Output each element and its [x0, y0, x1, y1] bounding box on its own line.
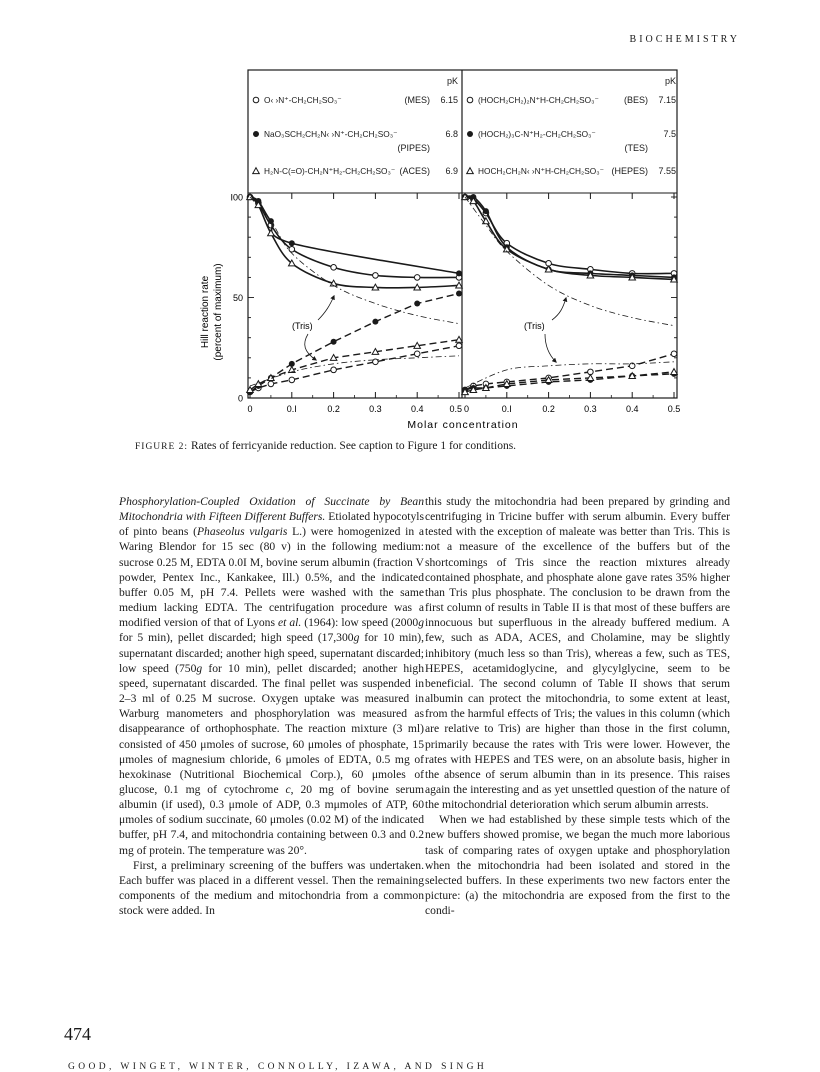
- legend-left: [253, 76, 458, 176]
- paragraph: [425, 494, 730, 812]
- series-line-mes-dashed: [250, 346, 459, 392]
- open-circle-marker: [373, 273, 379, 279]
- text-run: , 20 mg of bovine serum albumin (if used), 0.3 μmole of ADP, 0.3 mμmoles of ATP, 60 μmoles of sodium succinate, 60 μmoles (0.02 M) of the indicated buffer, pH 7.4, and mitochondria containing between 0.3 and 0.2 mg of protein. The temperature was 20°.: [119, 782, 424, 857]
- buffer-pk: 7.55: [658, 166, 676, 176]
- caption-text: Rates of ferricyanide reduction. See caption to Figure 1 for conditions.: [188, 440, 517, 452]
- series-line-bes-dashed: [465, 354, 674, 390]
- open-circle-marker: [331, 367, 337, 373]
- open-triangle-marker: [253, 168, 260, 174]
- caption-label: FIGURE 2:: [135, 442, 189, 452]
- buffer-formula: H₂N-C(=O)-CH₂N⁺H₂-CH₂CH₂SO₃⁻: [264, 166, 396, 176]
- text-run: for 10 min), supernatant discarded; another high speed, supernatant discarded; low speed (750: [119, 631, 424, 675]
- open-circle-marker: [467, 97, 473, 103]
- buffer-pk: 6.9: [445, 166, 458, 176]
- y-tick-label: 50: [232, 293, 243, 303]
- text-run: for 10 min), pellet discarded; another high speed, supernatant discarded. The final pellet was suspended in 2–3 ml of 0.25 M sucrose. Oxygen uptake was measured in Warburg manometers and phosphorylation was measured as disappearance of orthophosphate. The reaction mixture (3 ml) consisted of 450 μmoles of sucrose, 60 μmoles of phosphate, 15 μmoles of magnesium chloride, 6 μmoles of EDTA, 0.5 mg of hexokinase (Nutritional Biochemical Corp.), 60 μmoles of glucose, 0.1 mg of cytochrome: [119, 661, 424, 796]
- filled-circle-marker: [483, 208, 489, 214]
- filled-circle-marker: [456, 290, 462, 296]
- open-triangle-marker: [268, 230, 275, 236]
- x-axis-title: Molar concentration: [407, 419, 519, 431]
- y-tick-label: I00: [230, 192, 243, 203]
- italic-run: g: [418, 616, 424, 630]
- filled-circle-marker: [289, 240, 295, 246]
- open-circle-marker: [414, 275, 420, 281]
- buffer-formula: NaO₃SCH₂CH₂N‹ ›N⁺-CH₂CH₂SO₃⁻: [264, 129, 398, 139]
- text-run: First, a preliminary screening of the buffers was undertaken. Each buffer was placed in a different vessel. Then the remaining components of the medium and mitochondria from a common stock were added. In: [119, 858, 424, 918]
- buffer-formula: (HOCH₂)₃C-N⁺H₂-CH₂CH₂SO₃⁻: [478, 129, 596, 139]
- buffer-name: (ACES): [399, 166, 430, 176]
- filled-circle-marker: [456, 270, 462, 276]
- buffer-formula: (HOCH₂CH₂)₂N⁺H-CH₂CH₂SO₃⁻: [478, 95, 599, 105]
- series-line-pipes-solid: [250, 197, 459, 273]
- italic-run: g: [196, 661, 203, 675]
- body-column-right: [425, 494, 730, 918]
- tris-label-right: (Tris): [524, 321, 545, 331]
- buffer-formula: O‹ ›N⁺-CH₂CH₂SO₃⁻: [264, 95, 342, 105]
- series-line-tris-dash-dot: [465, 197, 674, 326]
- open-circle-marker: [268, 381, 274, 387]
- text-run: Etiolated hypocotyls of pinto beans (: [119, 510, 425, 539]
- series-line-hepes-dashed: [465, 372, 674, 392]
- tris-pointer-up-right: [552, 298, 566, 320]
- filled-circle-marker: [372, 319, 378, 325]
- buffer-name: (MES): [404, 95, 430, 105]
- text-run: (1964): low speed (2000: [301, 616, 419, 630]
- y-tick-label: 0: [237, 393, 243, 404]
- paragraph: [425, 812, 730, 918]
- filled-circle-marker: [253, 131, 259, 137]
- series-line-aces-dashed: [250, 340, 459, 390]
- buffer-name: (PIPES): [397, 143, 430, 153]
- italic-run: g: [353, 631, 360, 645]
- x-tick-label: 0.5: [667, 404, 681, 414]
- open-circle-marker: [289, 377, 295, 383]
- open-triangle-marker: [467, 168, 474, 174]
- legend-right: [467, 76, 676, 176]
- series-line-bes-solid: [465, 197, 674, 274]
- open-triangle-marker: [671, 369, 678, 375]
- series-line-mes-solid: [250, 197, 459, 278]
- x-tick-label: 0.2: [542, 404, 555, 414]
- text-run: this study the mitochondria had been prepared by grinding and centrifuging in Tricine buffer with serum albumin. Every buffer tested with the exception of maleate was better than Tris. This is not a measure of the excellence of the buffers but of the shortcomings of Tris since the reaction mixtures already contained phosphate, and phosphate alone gave rates 35% higher than Tris plus phosphate. The conclusion to be drawn from the first column of results in Table II is that most of these buffers are innocuous but superfluous in the already buffered medium. A few, such as ADA, ACES, and Cholamine, may be slightly inhibitory (much less so than Tris), whereas a few, such as TES, HEPES, acetamidoglycine, and glycylglycine, seem to be beneficial. The second column of Table II shows that serum albumin can protect the mitochondria, to some extent at least, from the harmful effects of Tris; the values in this column (which are relative to Tris) are higher than those in the first column, primarily because the rates with Tris were lower. However, the rates with HEPES and TES were, on an absolute basis, higher in the absence of serum albumin than in its presence. This raises again the interesting and as yet unsettled question of the nature of the mitochondrial deterioration which serum albumin arrests.: [425, 495, 730, 812]
- filled-circle-marker: [414, 301, 420, 307]
- series-line-aces-solid: [250, 197, 459, 288]
- x-tick-label: 0.I: [501, 404, 512, 414]
- buffer-pk: 7.15: [658, 95, 676, 105]
- figure-caption: [135, 440, 735, 452]
- open-circle-marker: [331, 265, 337, 271]
- running-footer: GOOD, WINGET, WINTER, CONNOLLY, IZAWA, AND SINGH: [68, 1062, 488, 1072]
- x-tick-label: 0.3: [584, 404, 597, 414]
- x-tick-label: 0.4: [410, 404, 424, 414]
- x-tick-label: 0.2: [327, 404, 340, 414]
- open-circle-marker: [456, 343, 462, 349]
- open-circle-marker: [671, 351, 677, 357]
- x-tick-label: 0: [247, 404, 253, 414]
- text-run: for 5 min), pellet discarded; high speed (17,300: [119, 631, 354, 645]
- figure-2: [0, 0, 820, 440]
- open-circle-marker: [253, 97, 259, 103]
- text-run: L.) were homogenized in a Waring Blendor for 15 sec (80 v) in the following medium: sucrose 0.25 M, EDTA 0.0I M, bovine serum albumin (fraction V powder, Pentex Inc., Kankakee, Ill.) 0.5%, and the indicated buffer 0.05 M, pH 7.4. Pellets were washed with the same medium lacking EDTA. The centrifugation procedure was a modified version of that of Lyons: [119, 525, 425, 630]
- x-tick-label: 0.3: [369, 404, 382, 414]
- tris-pointer-down-right: [545, 334, 556, 362]
- paragraph: [119, 858, 424, 919]
- tris-pointer-up-left: [318, 296, 334, 320]
- body-column-left: [119, 494, 424, 918]
- italic-run: et al.: [277, 616, 302, 630]
- buffer-name: (HEPES): [611, 166, 648, 176]
- pk-header: pK: [446, 76, 458, 86]
- series-line-tes-dashed: [465, 374, 674, 390]
- page-number: 474: [64, 1024, 91, 1044]
- series-line-tris-dash-dot: [250, 197, 459, 324]
- series-line-pipes-dashed: [250, 293, 459, 391]
- running-header: BIOCHEMISTRY: [629, 34, 740, 45]
- paragraph: [119, 494, 424, 858]
- pk-header: pK: [664, 76, 676, 86]
- x-tick-label: 0: [464, 404, 470, 414]
- buffer-formula: HOCH₂CH₂N‹ ›N⁺H-CH₂CH₂SO₃⁻: [478, 166, 604, 176]
- tris-label-left: (Tris): [292, 321, 313, 331]
- x-tick-label: 0.I: [286, 404, 297, 414]
- buffer-pk: 6.8: [445, 129, 458, 139]
- buffer-name: (TES): [624, 143, 648, 153]
- buffer-pk: 7.5: [663, 129, 676, 139]
- buffer-pk: 6.15: [440, 95, 458, 105]
- x-tick-label: 0.5: [449, 404, 462, 414]
- open-circle-marker: [414, 351, 420, 357]
- buffer-name: (BES): [623, 95, 648, 105]
- italic-run: Phaseolus vulgaris: [196, 525, 288, 539]
- filled-circle-marker: [467, 131, 473, 137]
- text-run: When we had established by these simple tests which of the new buffers showed promise, we began the much more laborious task of comparing rates of oxygen uptake and phosphorylation when the mitochondria had been isolated and stored in the selected buffers. In these experiments two new factors enter the picture: (a) the mitochondria are exposed from the first to the condi-: [425, 813, 730, 918]
- y-axis-title: Hill reaction rate (percent of maximum): [200, 263, 224, 361]
- x-tick-label: 0.4: [625, 404, 639, 414]
- italic-run: Phosphorylation-Coupled Oxidation of Succinate by Bean Mitochondria with Fifteen Different Buffers.: [119, 495, 424, 524]
- italic-run: c: [285, 782, 291, 796]
- filled-circle-marker: [331, 339, 337, 345]
